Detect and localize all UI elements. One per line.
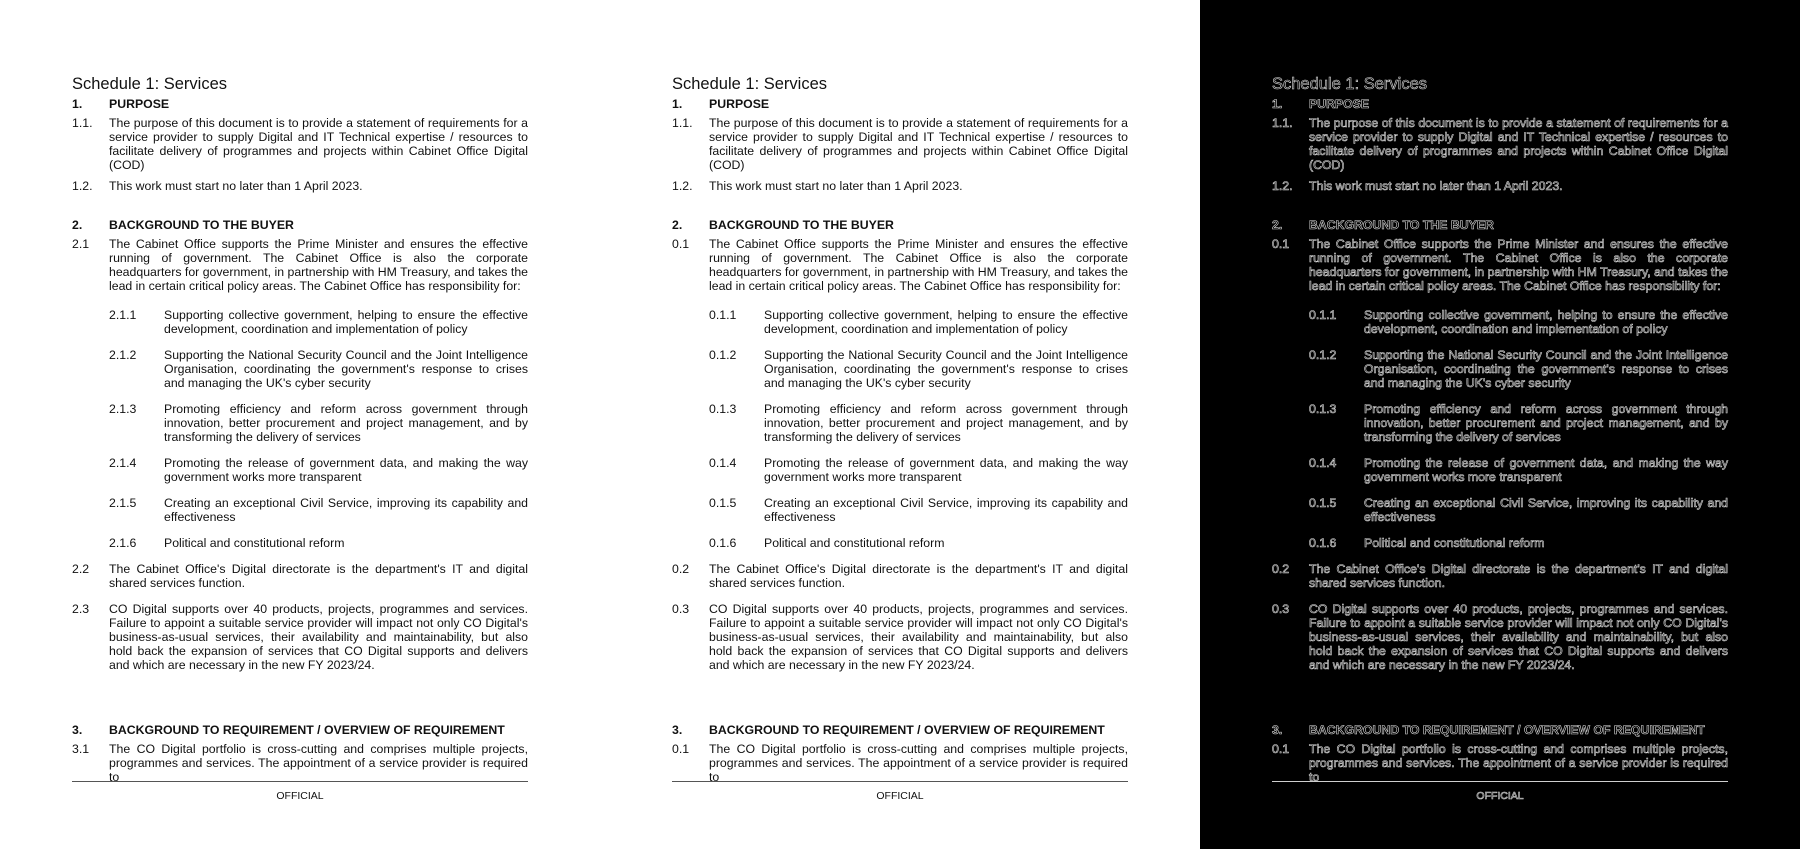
sub-paragraph-text: Promoting efficiency and reform across government through innovation, better procurement and project management, and by transforming the delivery of services	[1364, 402, 1728, 444]
paragraph	[72, 562, 528, 590]
sub-paragraph-number: 2.1.3	[109, 402, 137, 416]
paragraph-text: The purpose of this document is to provide a statement of requirements for a service provider to supply Digital and IT Technical expertise / resources to facilitate delivery of programmes and projects within Cabinet Office Digital (COD)	[109, 116, 528, 172]
paragraph-number: 1.2.	[1272, 179, 1293, 193]
paragraph	[72, 602, 528, 672]
paragraph	[1272, 116, 1728, 172]
paragraph-number: 2.2	[72, 562, 90, 576]
sub-paragraph-number: 0.1.5	[1309, 496, 1337, 510]
sub-paragraph-number: 0.1.1	[1309, 308, 1337, 322]
sub-paragraph-number: 0.1.1	[709, 308, 737, 322]
page-title: Schedule 1: Services	[672, 75, 828, 93]
sub-paragraph-number: 2.1.4	[109, 456, 137, 470]
section-heading-requirement	[672, 723, 1128, 737]
sub-paragraph	[1272, 496, 1728, 524]
section-heading-text: PURPOSE	[109, 97, 170, 111]
sub-paragraph-number: 2.1.2	[109, 348, 137, 362]
paragraph-text: The CO Digital portfolio is cross-cutting and comprises multiple projects, programmes and services. The appointment of a service provider is required to	[109, 742, 528, 784]
sub-paragraph-text: Political and constitutional reform	[1364, 536, 1545, 550]
section-number: 2.	[672, 218, 683, 232]
paragraph	[72, 742, 528, 784]
paragraph-text: The Cabinet Office's Digital directorate is the department's IT and digital shared services function.	[109, 562, 528, 590]
sub-paragraph	[72, 348, 528, 390]
paragraph-number: 1.1.	[72, 116, 93, 130]
section-number: 1.	[72, 97, 83, 111]
paragraph	[1272, 562, 1728, 590]
sub-paragraph-number: 0.1.6	[709, 536, 737, 550]
paragraph	[672, 602, 1128, 672]
paragraph-number: 2.3	[72, 602, 90, 616]
section-heading-purpose	[672, 97, 1128, 111]
sub-paragraph-number: 0.1.4	[1309, 456, 1337, 470]
section-number: 3.	[672, 723, 683, 737]
section-heading-background	[1272, 218, 1728, 232]
section-heading-text: BACKGROUND TO THE BUYER	[709, 218, 894, 232]
paragraph	[672, 562, 1128, 590]
paragraph	[72, 116, 528, 172]
paragraph	[672, 237, 1128, 293]
paragraph-text: The Cabinet Office's Digital directorate is the department's IT and digital shared services function.	[709, 562, 1128, 590]
paragraph-text: The Cabinet Office supports the Prime Minister and ensures the effective running of government. The Cabinet Office is also the corporate headquarters for government, in partnership with HM Treasury, and takes the lead in certain critical policy areas. The Cabinet Office has responsibility for:	[109, 237, 528, 293]
page-renumbered	[672, 62, 1128, 784]
paragraph-text: This work must start no later than 1 April 2023.	[709, 179, 963, 193]
paragraph	[1272, 237, 1728, 293]
sub-paragraph-number: 0.1.3	[1309, 402, 1337, 416]
paragraph-number: 0.3	[1272, 602, 1290, 616]
paragraph-text: The purpose of this document is to provide a statement of requirements for a service provider to supply Digital and IT Technical expertise / resources to facilitate delivery of programmes and projects within Cabinet Office Digital (COD)	[709, 116, 1128, 172]
sub-paragraph-number: 0.1.6	[1309, 536, 1337, 550]
page-footer: OFFICIAL	[1272, 781, 1728, 802]
sub-paragraph-text: Supporting the National Security Council and the Joint Intelligence Organisation, coordinating the government's response to crises and managing the UK's cyber security	[764, 348, 1128, 390]
sub-paragraph	[1272, 348, 1728, 390]
sub-paragraph-text: Promoting efficiency and reform across government through innovation, better procurement and project management, and by transforming the delivery of services	[764, 402, 1128, 444]
sub-paragraph-text: Promoting the release of government data, and making the way government works more transparent	[764, 456, 1128, 484]
sub-paragraph-text: Creating an exceptional Civil Service, improving its capability and effectiveness	[764, 496, 1128, 524]
sub-paragraph	[72, 308, 528, 336]
paragraph	[672, 742, 1128, 784]
page-title: Schedule 1: Services	[1272, 75, 1428, 93]
sub-paragraph-text: Promoting the release of government data, and making the way government works more transparent	[1364, 456, 1728, 484]
section-heading-text: BACKGROUND TO REQUIREMENT / OVERVIEW OF REQUIREMENT	[709, 723, 1105, 737]
paragraph-text: The CO Digital portfolio is cross-cutting and comprises multiple projects, programmes and services. The appointment of a service provider is required to	[1309, 742, 1728, 784]
paragraph	[1272, 602, 1728, 672]
section-number: 2.	[72, 218, 83, 232]
sub-paragraph-text: Supporting collective government, helping to ensure the effective development, coordination and implementation of policy	[764, 308, 1128, 336]
section-number: 1.	[672, 97, 683, 111]
sub-paragraph-text: Promoting the release of government data, and making the way government works more transparent	[164, 456, 528, 484]
section-heading-text: BACKGROUND TO THE BUYER	[109, 218, 294, 232]
sub-paragraph-number: 2.1.6	[109, 536, 137, 550]
paragraph-number: 3.1	[72, 742, 90, 756]
section-heading-text: BACKGROUND TO REQUIREMENT / OVERVIEW OF REQUIREMENT	[109, 723, 505, 737]
sub-paragraph-text: Political and constitutional reform	[164, 536, 345, 550]
paragraph	[72, 179, 528, 193]
section-heading-purpose	[1272, 97, 1728, 111]
sub-paragraph	[672, 536, 1128, 550]
paragraph-number: 0.2	[672, 562, 690, 576]
section-heading-text: BACKGROUND TO REQUIREMENT / OVERVIEW OF REQUIREMENT	[1309, 723, 1705, 737]
sub-paragraph-number: 0.1.4	[709, 456, 737, 470]
section-number: 2.	[1272, 218, 1283, 232]
sub-paragraph	[1272, 308, 1728, 336]
paragraph-number: 0.1	[672, 742, 690, 756]
section-heading-background	[72, 218, 528, 232]
paragraph	[1272, 179, 1728, 193]
paragraph	[672, 179, 1128, 193]
paragraph-text: CO Digital supports over 40 products, projects, programmes and services. Failure to appoint a suitable service provider will impact not only CO Digital's business-as-usual services, their availability and maintainability, but also hold back the expansion of services that CO Digital supports and delivers and which are necessary in the new FY 2023/24.	[1309, 602, 1728, 672]
sub-paragraph-text: Creating an exceptional Civil Service, improving its capability and effectiveness	[1364, 496, 1728, 524]
paragraph-number: 0.1	[1272, 237, 1290, 251]
sub-paragraph-number: 2.1.1	[109, 308, 137, 322]
sub-paragraph	[1272, 456, 1728, 484]
sub-paragraph-text: Supporting the National Security Council and the Joint Intelligence Organisation, coordinating the government's response to crises and managing the UK's cyber security	[1364, 348, 1728, 390]
paragraph-number: 0.3	[672, 602, 690, 616]
sub-paragraph	[672, 348, 1128, 390]
paragraph-number: 1.1.	[1272, 116, 1293, 130]
sub-paragraph-number: 0.1.2	[709, 348, 737, 362]
paragraph-text: The CO Digital portfolio is cross-cutting and comprises multiple projects, programmes and services. The appointment of a service provider is required to	[709, 742, 1128, 784]
paragraph-text: This work must start no later than 1 April 2023.	[109, 179, 363, 193]
paragraph-number: 0.2	[1272, 562, 1290, 576]
paragraph-number: 1.2.	[672, 179, 693, 193]
sub-paragraph-text: Creating an exceptional Civil Service, improving its capability and effectiveness	[164, 496, 528, 524]
sub-paragraph-text: Supporting collective government, helping to ensure the effective development, coordination and implementation of policy	[164, 308, 528, 336]
page-footer: OFFICIAL	[672, 781, 1128, 802]
paragraph	[72, 237, 528, 293]
paragraph	[1272, 742, 1728, 784]
section-heading-requirement	[72, 723, 528, 737]
paragraph-text: The Cabinet Office supports the Prime Minister and ensures the effective running of government. The Cabinet Office is also the corporate headquarters for government, in partnership with HM Treasury, and takes the lead in certain critical policy areas. The Cabinet Office has responsibility for:	[1309, 237, 1728, 293]
section-number: 3.	[72, 723, 83, 737]
section-number: 3.	[1272, 723, 1283, 737]
page-original	[72, 62, 528, 784]
sub-paragraph-number: 0.1.5	[709, 496, 737, 510]
sub-paragraph	[672, 456, 1128, 484]
sub-paragraph	[672, 496, 1128, 524]
section-heading-text: BACKGROUND TO THE BUYER	[1309, 218, 1494, 232]
section-number: 1.	[1272, 97, 1283, 111]
sub-paragraph	[72, 496, 528, 524]
paragraph-number: 0.1	[672, 237, 690, 251]
section-heading-requirement	[1272, 723, 1728, 737]
sub-paragraph-text: Political and constitutional reform	[764, 536, 945, 550]
paragraph-text: CO Digital supports over 40 products, projects, programmes and services. Failure to appoint a suitable service provider will impact not only CO Digital's business-as-usual services, their availability and maintainability, but also hold back the expansion of services that CO Digital supports and delivers and which are necessary in the new FY 2023/24.	[709, 602, 1128, 672]
sub-paragraph-number: 2.1.5	[109, 496, 137, 510]
paragraph-text: The Cabinet Office supports the Prime Minister and ensures the effective running of government. The Cabinet Office is also the corporate headquarters for government, in partnership with HM Treasury, and takes the lead in certain critical policy areas. The Cabinet Office has responsibility for:	[709, 237, 1128, 293]
sub-paragraph	[72, 456, 528, 484]
sub-paragraph	[1272, 536, 1728, 550]
paragraph-text: The purpose of this document is to provide a statement of requirements for a service provider to supply Digital and IT Technical expertise / resources to facilitate delivery of programmes and projects within Cabinet Office Digital (COD)	[1309, 116, 1728, 172]
paragraph-number: 0.1	[1272, 742, 1290, 756]
sub-paragraph	[72, 536, 528, 550]
page-footer: OFFICIAL	[72, 781, 528, 802]
page-inverted	[1272, 62, 1728, 784]
sub-paragraph-text: Supporting collective government, helping to ensure the effective development, coordination and implementation of policy	[1364, 308, 1728, 336]
paragraph-text: This work must start no later than 1 April 2023.	[1309, 179, 1563, 193]
paragraph-text: The Cabinet Office's Digital directorate is the department's IT and digital shared services function.	[1309, 562, 1728, 590]
sub-paragraph-text: Promoting efficiency and reform across government through innovation, better procurement and project management, and by transforming the delivery of services	[164, 402, 528, 444]
section-heading-text: PURPOSE	[1309, 97, 1370, 111]
section-heading-text: PURPOSE	[709, 97, 770, 111]
paragraph-number: 1.2.	[72, 179, 93, 193]
paragraph-text: CO Digital supports over 40 products, projects, programmes and services. Failure to appoint a suitable service provider will impact not only CO Digital's business-as-usual services, their availability and maintainability, but also hold back the expansion of services that CO Digital supports and delivers and which are necessary in the new FY 2023/24.	[109, 602, 528, 672]
sub-paragraph	[672, 402, 1128, 444]
sub-paragraph	[72, 402, 528, 444]
sub-paragraph	[1272, 402, 1728, 444]
page-title: Schedule 1: Services	[72, 75, 228, 93]
paragraph-number: 2.1	[72, 237, 90, 251]
sub-paragraph-number: 0.1.2	[1309, 348, 1337, 362]
paragraph-number: 1.1.	[672, 116, 693, 130]
section-heading-background	[672, 218, 1128, 232]
sub-paragraph-number: 0.1.3	[709, 402, 737, 416]
section-heading-purpose	[72, 97, 528, 111]
sub-paragraph-text: Supporting the National Security Council and the Joint Intelligence Organisation, coordinating the government's response to crises and managing the UK's cyber security	[164, 348, 528, 390]
paragraph	[672, 116, 1128, 172]
sub-paragraph	[672, 308, 1128, 336]
